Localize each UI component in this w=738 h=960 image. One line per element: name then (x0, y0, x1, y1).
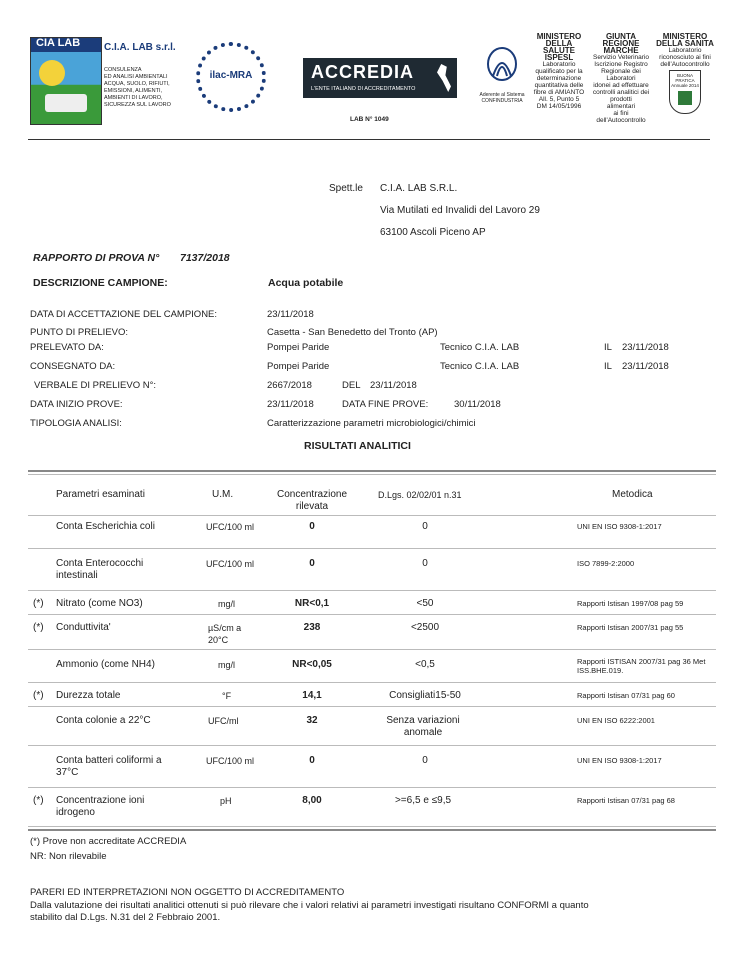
row-conc: NR<0,1 (294, 598, 330, 609)
header-conc: Concentrazione rilevata (276, 489, 348, 512)
results-title: RISULTATI ANALITICI (304, 440, 411, 452)
row-limit: >=6,5 e ≤9,5 (394, 795, 452, 806)
row-limit: 0 (422, 558, 428, 569)
row-um: pH (220, 796, 232, 806)
row-um: UFC/100 ml (206, 522, 255, 532)
row-um: mg/l (218, 599, 236, 609)
verbale-date: 23/11/2018 (370, 380, 417, 391)
row-param: Durezza totale (56, 690, 121, 701)
description-value: Acqua potabile (268, 277, 344, 289)
row-limit: 0 (422, 755, 428, 766)
row-param: Nitrato (come NO3) (56, 598, 143, 609)
note-accredia: (*) Prove non accreditate ACCREDIA (30, 836, 187, 847)
tipologia-label: TIPOLOGIA ANALISI: (30, 418, 122, 429)
row-divider (28, 515, 716, 516)
row-um: UFC/ml (208, 716, 239, 726)
consegnato-role: Tecnico C.I.A. LAB (440, 361, 520, 372)
table-border-bottom (28, 829, 716, 831)
row-divider (28, 682, 716, 683)
row-divider (28, 826, 716, 827)
buona-pratica-badge: BUONA PRATICA Annuale 2014 (669, 70, 701, 114)
table-border-top (28, 470, 716, 472)
row-conc: 32 (306, 715, 318, 726)
row-limit: Senza variazioni anomale (386, 715, 460, 738)
description-label: DESCRIZIONE CAMPIONE: (33, 277, 168, 289)
row-method: Rapporti Istisan 1997/08 pag 59 (577, 599, 684, 608)
row-limit: <2500 (410, 622, 440, 633)
row-limit: <0,5 (415, 659, 435, 670)
report-label: RAPPORTO DI PROVA N° (33, 252, 160, 264)
row-param: Concentrazione ioni idrogeno (56, 795, 145, 818)
row-method: UNI EN ISO 9308-1:2017 (577, 522, 662, 531)
accettazione-label: DATA DI ACCETTAZIONE DEL CAMPIONE: (30, 309, 218, 320)
header-divider (28, 139, 710, 140)
row-method: ISO 7899-2:2000 (577, 559, 635, 568)
lab-number: LAB N° 1049 (350, 116, 389, 123)
accredia-logo (303, 58, 457, 98)
accettazione-value: 23/11/2018 (267, 309, 314, 320)
consegnato-value: Pompei Paride (267, 361, 330, 372)
row-param: Conta batteri coliformi a 37°C (56, 755, 162, 778)
inizio-label: DATA INIZIO PROVE: (30, 399, 123, 410)
row-param: Conta Enterococchi intestinali (56, 558, 144, 581)
row-method: Rapporti Istisan 07/31 pag 60 (577, 691, 675, 700)
table-border-top-inner (28, 474, 716, 475)
company-name: C.I.A. LAB s.r.l. (104, 42, 176, 53)
recipient-address-1: Via Mutilati ed Invalidi del Lavoro 29 (380, 205, 540, 216)
row-mark: (*) (33, 795, 44, 806)
header-param: Parametri esaminati (56, 489, 145, 500)
row-method: UNI EN ISO 9308-1:2017 (577, 756, 662, 765)
prelevato-label: PRELEVATO DA: (30, 342, 104, 353)
prelevato-value: Pompei Paride (267, 342, 330, 353)
row-mark: (*) (33, 622, 44, 633)
row-um: µS/cm a 20°C (208, 623, 242, 645)
row-divider (28, 614, 716, 615)
header-limit: D.Lgs. 02/02/01 n.31 (378, 490, 462, 500)
row-conc: 14,1 (302, 690, 322, 701)
row-um: UFC/100 ml (206, 756, 255, 766)
ministero-sanita: MINISTERO DELLA SANITA Laboratorio riconosciuto ai fini dell'Autocontrollo BUONA PRATICA Annuale 2014 (654, 33, 716, 114)
prelevato-il: IL (604, 342, 612, 353)
punto-value: Casetta - San Benedetto del Tronto (AP) (267, 327, 438, 338)
row-method: Rapporti Istisan 07/31 pag 68 (577, 796, 675, 805)
accredia-title: ACCREDIA (311, 62, 415, 82)
row-limit: <50 (416, 598, 434, 609)
row-method: Rapporti ISTISAN 2007/31 pag 36 Met ISS.BHE.019. (577, 657, 706, 675)
company-description: CONSULENZA ED ANALISI AMBIENTALI ACQUA, SUOLO, RIFIUTI, EMISSIONI, ALIMENTI, AMBIENTI DI LAVORO, SICUREZZA SUL LAVORO (104, 67, 171, 108)
note-nr: NR: Non rilevabile (30, 851, 107, 862)
row-um: mg/l (218, 660, 236, 670)
row-method: UNI EN ISO 6222:2001 (577, 716, 655, 725)
consegnato-il: IL (604, 361, 612, 372)
row-conc: 0 (309, 558, 315, 569)
prelevato-role: Tecnico C.I.A. LAB (440, 342, 520, 353)
inizio-value: 23/11/2018 (267, 399, 314, 410)
pareri-text-1: Dalla valutazione dei risultati analitici ottenuti si può rilevare che i valori relativi ai parametri investigati risultano CONFORMI a quanto (30, 900, 589, 911)
ministero-salute: MINISTERO DELLA SALUTE ISPESL Laboratorio qualificato per la determinazione quantitativa delle fibre di AMIANTO All. 5, Punto 5 DM 14/05/1996 (533, 32, 585, 110)
confindustria-text: Aderente al Sistema CONFINDUSTRIA (479, 92, 525, 104)
pareri-text-2: stabilito dal D.Lgs. N.31 del 2 Febbraio 2001. (30, 912, 221, 923)
row-conc: 0 (309, 521, 315, 532)
row-limit: Consigliati15-50 (389, 690, 461, 701)
row-conc: 0 (309, 755, 315, 766)
verbale-label: VERBALE DI PRELIEVO N°: (34, 380, 157, 391)
row-conc: 8,00 (302, 795, 322, 806)
row-method: Rapporti Istisan 2007/31 pag 55 (577, 623, 684, 632)
consegnato-date: 23/11/2018 (622, 361, 669, 372)
header-um: U.M. (212, 489, 234, 500)
row-param: Conta Escherichia coli (56, 521, 155, 532)
row-um: UFC/100 ml (206, 559, 255, 569)
pareri-title: PARERI ED INTERPRETAZIONI NON OGGETTO DI ACCREDITAMENTO (30, 887, 345, 898)
report-number: 7137/2018 (180, 252, 230, 264)
giunta-marche: GIUNTA REGIONE MARCHE Servizio Veterinario Iscrizione Registro Regionale dei Laboratori idonei ad effettuare controlli analitici dei prodotti alimentari ai fini dell'Autocontrollo (592, 32, 650, 124)
row-conc: 238 (303, 622, 321, 633)
company-logo-text: CIA LAB (36, 37, 81, 49)
row-param: Ammonio (come NH4) (56, 659, 155, 670)
italy-icon (437, 64, 451, 92)
fine-value: 30/11/2018 (454, 399, 501, 410)
tipologia-value: Caratterizzazione parametri microbiologici/chimici (267, 418, 476, 429)
row-divider (28, 649, 716, 650)
punto-label: PUNTO DI PRELIEVO: (30, 327, 129, 338)
verbale-del: DEL (342, 380, 361, 391)
row-divider (28, 590, 716, 591)
row-mark: (*) (33, 598, 44, 609)
accredia-subtitle: L'ENTE ITALIANO DI ACCREDITAMENTO (311, 86, 416, 92)
recipient-name: C.I.A. LAB S.R.L. (380, 183, 458, 194)
ilac-text: ilac-MRA (209, 70, 253, 81)
prelevato-date: 23/11/2018 (622, 342, 669, 353)
recipient-address-2: 63100 Ascoli Piceno AP (380, 227, 486, 238)
header-method: Metodica (612, 489, 653, 500)
row-divider (28, 745, 716, 746)
recipient-prefix: Spett.le (329, 183, 363, 194)
row-param: Conduttivita' (56, 622, 111, 633)
company-logo (30, 37, 102, 125)
row-mark: (*) (33, 690, 44, 701)
row-divider (28, 706, 716, 707)
row-param: Conta colonie a 22°C (56, 715, 151, 726)
confindustria-logo (485, 46, 519, 90)
row-divider (28, 787, 716, 788)
row-conc: NR<0,05 (292, 659, 332, 670)
row-um: °F (222, 691, 232, 701)
row-divider (28, 548, 716, 549)
verbale-value: 2667/2018 (267, 380, 312, 391)
consegnato-label: CONSEGNATO DA: (30, 361, 116, 372)
fine-label: DATA FINE PROVE: (342, 399, 429, 410)
row-limit: 0 (422, 521, 428, 532)
